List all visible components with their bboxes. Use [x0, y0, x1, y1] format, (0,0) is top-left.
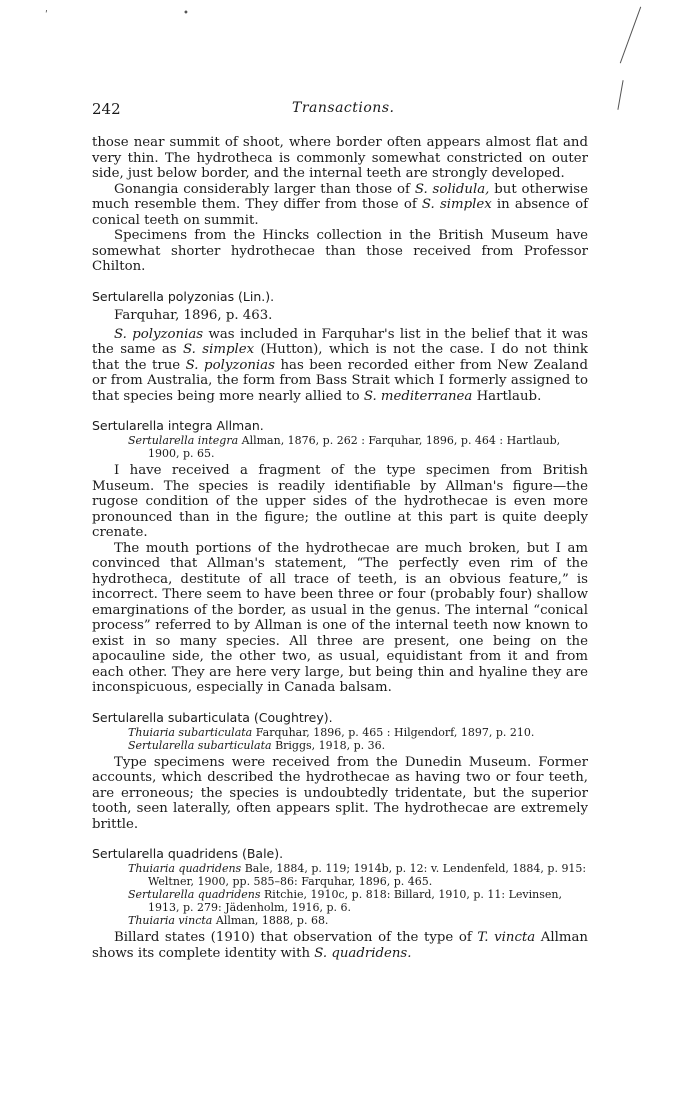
species-heading-subarticulata: Sertularella subarticulata (Coughtrey).: [92, 709, 333, 725]
body-text: [92, 135, 588, 961]
species-heading-quadridens: Sertularella quadridens (Bale).: [92, 846, 284, 861]
synonymy-subarticulata: Thuiaria subarticulata Farquhar, 1896, p. 465 : Hilgendorf, 1897, p. 210. Sertularella subarticulata Briggs, 1918, p. 36.: [128, 725, 535, 752]
integra-paragraph-2: The mouth portions of the hydrothecae are much broken, but I am convinced that Allman's statement, “The perfectly even rim of the hydrotheca, destitute of all trace of teeth, is an obvious feature,” is incorrect. There seem to have been three or four (probably four) shallow emarginations of the border, as usual in the genus. The internal “conical process” referred to by Allman is one of the internal teeth now known to exist in so many species. All three are present, one being on the apocauline side, the other two, as usual, equidistant from it and from each other. They are here very large, but being thin and hyaline they are inconspicuous, especially in Canada balsam.: [92, 540, 588, 695]
species-heading-polyzonias: Sertularella polyzonias (Lin.).: [92, 288, 275, 304]
integra-paragraph-1: I have received a fragment of the type specimen from British Museum. The species is readily identifiable by Allman's figure—the rugose condition of the upper sides of the hydrothecae is even more pronounced than in the figure; the outline at this part is quite deeply crenate.: [92, 463, 588, 540]
synonymy-quadridens: Thuiaria quadridens Bale, 1884, p. 119; 1914b, p. 12: v. Lendenfeld, 1884, p. 915: Weltner, 1900, pp. 585–86: Farquhar, 1896, p. 465. Sertularella quadridens Ritchie, 1910c, p. 818: Billard, 1910, p. 11: Levinsen, 1913, p. 279: Jädenholm, 1916, p. 6. Thuiaria vincta Allman, 1888, p. 68.: [128, 862, 587, 927]
synonymy-integra: Sertularella integra Allman, 1876, p. 262 : Farquhar, 1896, p. 464 : Hartlaub, 1900, p. 65.: [128, 434, 561, 460]
page-number: 242: [92, 100, 121, 118]
polyzonias-paragraph: S. polyzonias was included in Farquhar's list in the belief that it was the same as S. simplex (Hutton), which is not the case. I do not think that the true S. polyzonias has been recorded either from New Zealand or from Australia, the form from Bass Strait which I formerly assigned to that species being more nearly allied to S. mediterranea Hartlaub.: [92, 326, 589, 404]
margin-pencil-line: [620, 7, 641, 64]
margin-pencil-line: [617, 80, 623, 110]
quadridens-paragraph: Billard states (1910) that observation of the type of T. vincta Allman shows its complete identity with S. quadridens.: [92, 930, 588, 961]
intro-paragraph-2: Gonangia considerably larger than those of S. solidula, but otherwise much resemble them. They differ from those of S. simplex in absence of conical teeth on summit.: [92, 181, 589, 228]
subarticulata-paragraph: Type specimens were received from the Dunedin Museum. Former accounts, which described the hydrothecae as having two or four teeth, are erroneous; the species is undoubtedly tridentate, but the superior tooth, seen laterally, often appears split. The hydrothecae are extremely brittle.: [92, 754, 588, 832]
intro-paragraph-3: Specimens from the Hincks collection in the British Museum have somewhat shorter hydrothecae than those received from Professor Chilton.: [92, 228, 588, 274]
page-header: [92, 100, 588, 120]
reference-polyzonias: Farquhar, 1896, p. 463.: [114, 307, 273, 323]
intro-paragraph-1: those near summit of shoot, where border often appears almost flat and very thin. The hydrotheca is commonly somewhat constricted on outer side, just below border, and the internal teeth are strongly developed.: [92, 135, 588, 181]
species-heading-integra: Sertularella integra Allman.: [92, 418, 264, 433]
running-title: Transactions.: [292, 100, 395, 116]
stray-mark: ʹ: [45, 10, 48, 21]
stray-mark: •: [183, 8, 189, 19]
